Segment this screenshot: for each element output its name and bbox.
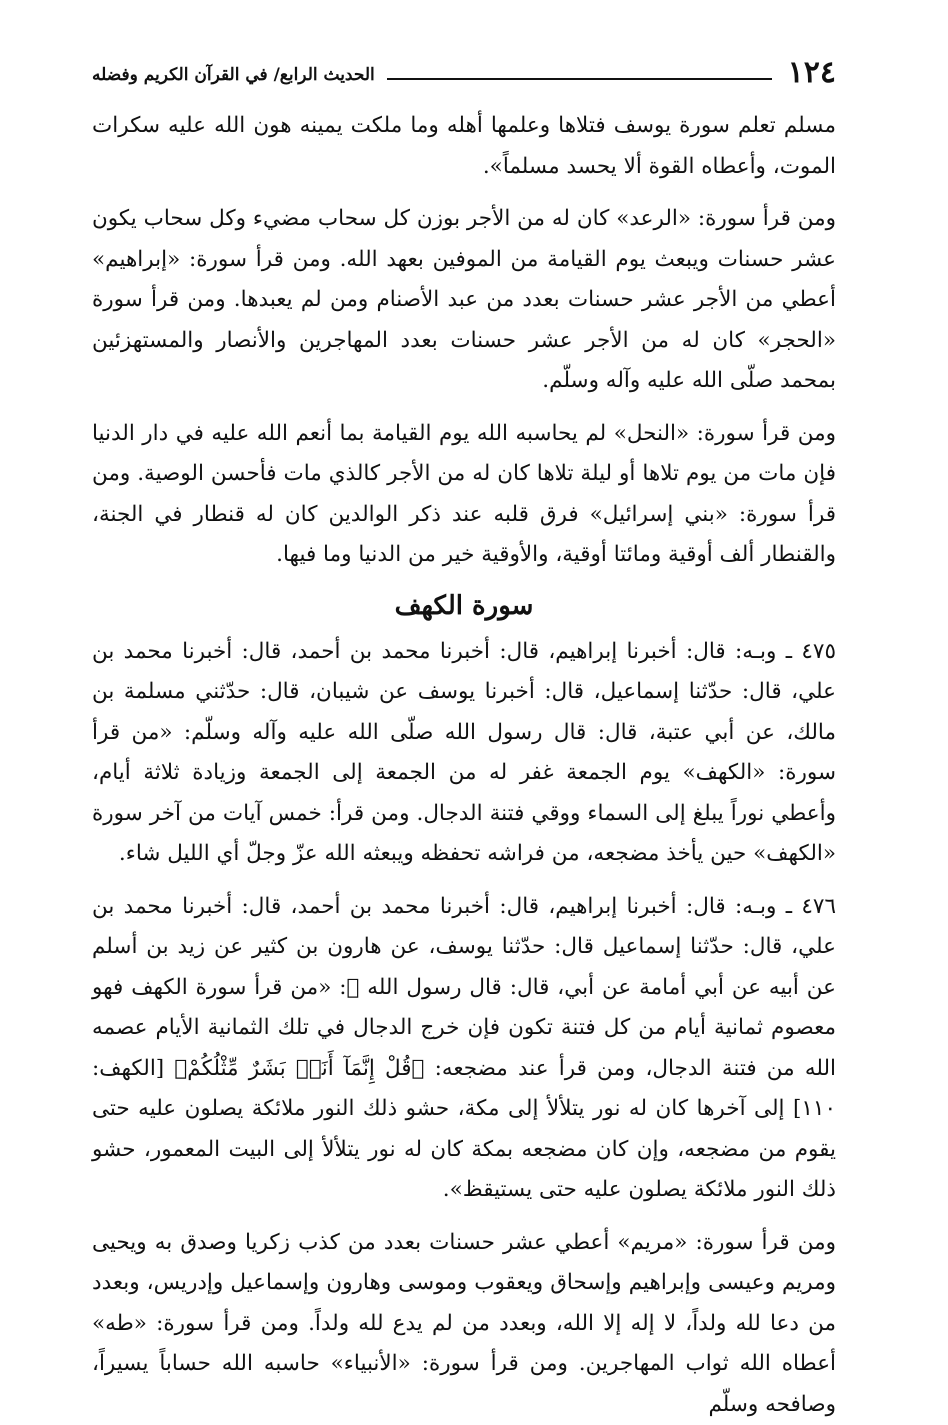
paragraph: ومن قرأ سورة: «الرعد» كان له من الأجر بوزن كل سحاب مضيء وكل سحاب يكون عشر حسنات ويبعث يوم القيامة من الموفين بعهد الله. ومن قرأ سورة: «إبراهيم» أعطي من الأجر عشر حسنات بعدد من عبد الأصنام ومن لم يعبدها. ومن قرأ سورة «الحجر» كان له من الأجر عشر حسنات بعدد المهاجرين والأنصار والمستهزئين بمحمد صلّى الله عليه وآله وسلّم. [92,199,836,402]
section-heading: سورة الكهف [92,586,836,626]
hadith-paragraph: ٤٧٦ ـ وبـه: قال: أخبرنا إبراهيم، قال: أخبرنا محمد بن أحمد، قال: أخبرنا محمد بن علي، قال: حدّثنا إسماعيل قال: حدّثنا يوسف، عن هارون بن كثير عن زيد بن أسلم عن أبيه عن أبي أمامة عن أبي، قال: قال رسول الله ﷺ: «من قرأ سورة الكهف فهو معصوم ثمانية أيام من كل فتنة تكون فإن خرج الدجال في تلك الثمانية الأيام عصمه الله من فتنة الدجال، ومن قرأ عند مضجعه: ﴿قُلْ إِنَّمَآ أَنَا۠ بَشَرٌ مِّثْلُكُمْ﴾ [الكهف: ١١٠] إلى آخرها كان له نور يتلألأ إلى مكة، حشو ذلك النور ملائكة يصلون عليه حتى يقوم من مضجعه، وإن كان مضجعه بمكة كان له نور يتلألأ إلى البيت المعمور، حشو ذلك النور ملائكة يصلون عليه حتى يستيقظ». [92,887,836,1211]
book-page [92,48,836,1425]
paragraph: ومن قرأ سورة: «النحل» لم يحاسبه الله يوم القيامة بما أنعم الله عليه في دار الدنيا فإن مات من يوم تلاها أو ليلة تلاها كان له من الأجر كالذي مات فأحسن الوصية. ومن قرأ سورة: «بني إسرائيل» فرق قلبه عند ذكر الوالدين كان له قنطار في الجنة، والقنطار ألف أوقية ومائتا أوقية، والأوقية خير من الدنيا وما فيها. [92,414,836,576]
header-rule [387,78,772,80]
running-title: الحديث الرابع/ في القرآن الكريم وفضله [92,64,375,86]
paragraph: ومن قرأ سورة: «مريم» أعطي عشر حسنات بعدد من كذب زكريا وصدق به ويحيى ومريم وعيسى وإبراهيم وإسحاق ويعقوب وموسى وهارون وإسماعيل وإدريس، وبعدد من دعا لله ولداً، لا إله إلا الله، وبعدد من لم يدع لله ولداً. ومن قرأ سورة: «طه» أعطاه الله ثواب المهاجرين. ومن قرأ سورة: «الأنبياء» حاسبه الله حساباً يسيراً، وصافحه وسلّم [92,1223,836,1425]
running-header [92,48,836,88]
page-number: ١٢٤ [788,58,836,88]
hadith-paragraph: ٤٧٥ ـ وبـه: قال: أخبرنا إبراهيم، قال: أخبرنا محمد بن أحمد، قال: أخبرنا محمد بن علي، قال: حدّثنا إسماعيل، قال: أخبرنا يوسف عن شيبان، قال: حدّثني مسلمة بن مالك، عن أبي عتبة، قال: قال رسول الله صلّى الله عليه وآله وسلّم: «من قرأ سورة: «الكهف» يوم الجمعة غفر له من الجمعة إلى الجمعة وزيادة ثلاثة أيام، وأعطي نوراً يبلغ إلى السماء ووقي فتنة الدجال. ومن قرأ: خمس آيات من آخر سورة «الكهف» حين يأخذ مضجعه، من فراشه تحفظه ويبعثه الله عزّ وجلّ أي الليل شاء. [92,632,836,875]
paragraph: مسلم تعلم سورة يوسف فتلاها وعلمها أهله وما ملكت يمينه هون الله عليه سكرات الموت، وأعطاه القوة ألا يحسد مسلماً». [92,106,836,187]
